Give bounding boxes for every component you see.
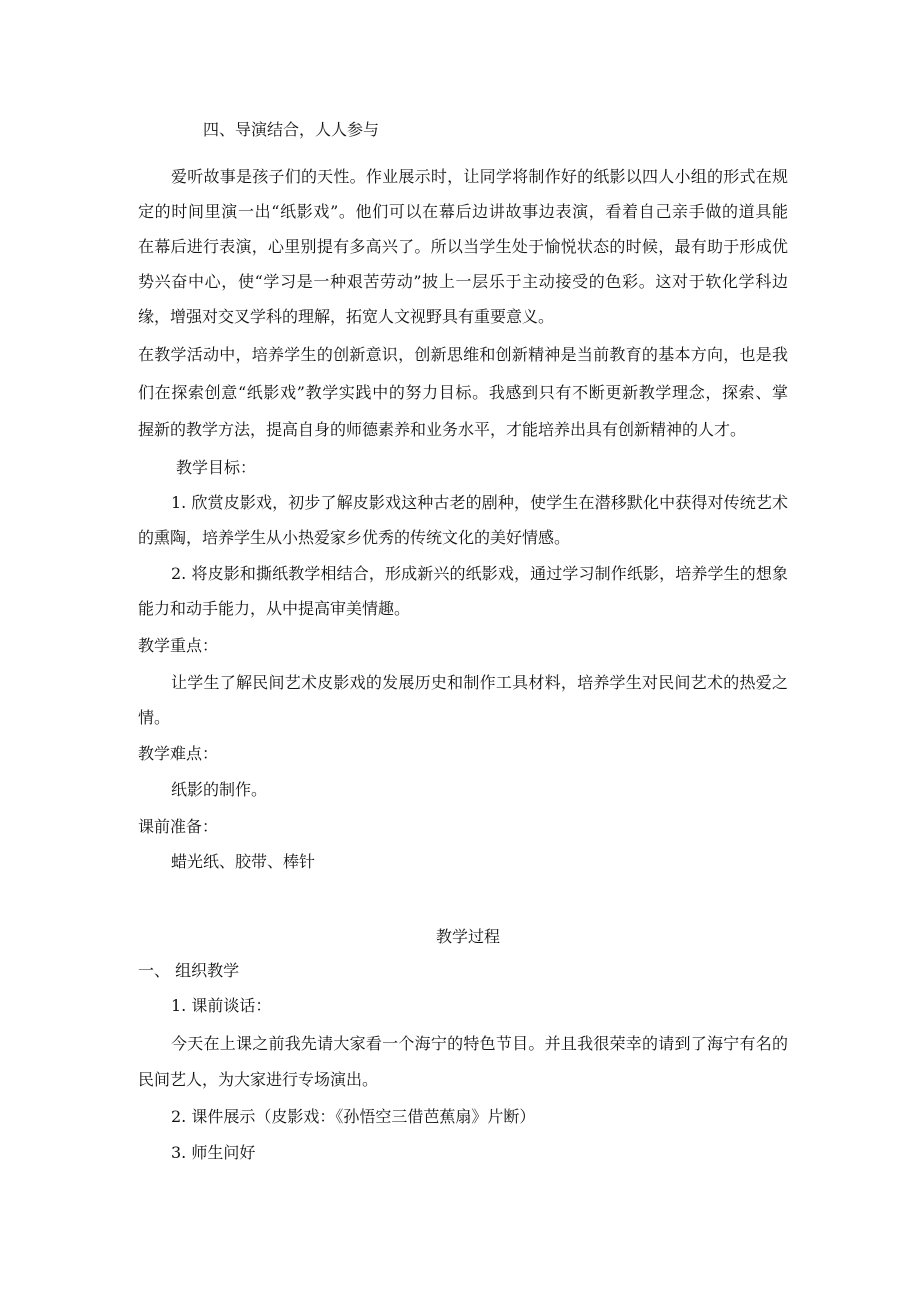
keypoints-line: 让学生了解民间艺术皮影戏的发展历史和制作工具材料，培养学生对民间艺术的热爱之	[171, 673, 788, 692]
prep-text: 蜡光纸、胶带、棒针	[171, 852, 316, 871]
paragraph-line: 势兴奋中心，使“学习是一种艰苦劳动”披上一层乐于主动接受的色彩。这对于软化学科边	[138, 272, 788, 291]
paragraph-line: 握新的教学方法，提高自身的师德素养和业务水平，才能培养出具有创新精神的人才。	[138, 420, 747, 439]
step-item: 2. 课件展示（皮影戏：《孙悟空三借芭蕉扇》片断）	[171, 1107, 536, 1126]
difficulty-text: 纸影的制作。	[171, 780, 268, 799]
goal-line: 2. 将皮影和撕纸教学相结合，形成新兴的纸影戏，通过学习制作纸影，培养学生的想象	[171, 564, 788, 583]
step-item: 3. 师生问好	[171, 1143, 256, 1162]
paragraph-line: 爱听故事是孩子们的天性。作业展示时，让同学将制作好的纸影以四人小组的形式在规	[171, 167, 788, 186]
section-heading: 四、导演结合，人人参与	[203, 120, 380, 139]
paragraph-line: 定的时间里演一出“纸影戏”。他们可以在幕后边讲故事边表演，看着自己亲手做的道具能	[138, 202, 788, 221]
difficulty-label: 教学难点：	[138, 744, 219, 763]
paragraph-line: 民间艺人，为大家进行专场演出。	[138, 1070, 379, 1089]
goal-line: 能力和动手能力，从中提高审美情趣。	[138, 599, 411, 618]
process-title: 教学过程	[435, 927, 500, 946]
paragraph-line: 缘，增强对交叉学科的理解，拓宽人文视野具有重要意义。	[138, 307, 555, 326]
keypoints-label: 教学重点：	[138, 636, 219, 655]
paragraph-line: 在幕后进行表演，心里别提有多高兴了。所以当学生处于愉悦状态的时候，最有助于形成优	[138, 237, 788, 256]
step-label: 1. 课前谈话：	[171, 996, 272, 1015]
paragraph-line: 们在探索创意“纸影戏”教学实践中的努力目标。我感到只有不断更新教学理念，探索、掌	[138, 383, 788, 402]
paragraph-line: 今天在上课之前我先请大家看一个海宁的特色节目。并且我很荣幸的请到了海宁有名的	[171, 1034, 788, 1053]
keypoints-line: 情。	[138, 708, 171, 727]
process-section-heading: 一、 组织教学	[138, 961, 240, 980]
goal-line: 的熏陶，培养学生从小热爱家乡优秀的传统文化的美好情感。	[138, 528, 571, 547]
prep-label: 课前准备：	[138, 817, 219, 836]
goal-line: 1. 欣赏皮影戏，初步了解皮影戏这种古老的剧种，使学生在潜移默化中获得对传统艺术	[171, 493, 788, 512]
paragraph-line: 在教学活动中，培养学生的创新意识，创新思维和创新精神是当前教育的基本方向，也是我	[138, 345, 788, 364]
goals-label: 教学目标：	[176, 458, 257, 477]
